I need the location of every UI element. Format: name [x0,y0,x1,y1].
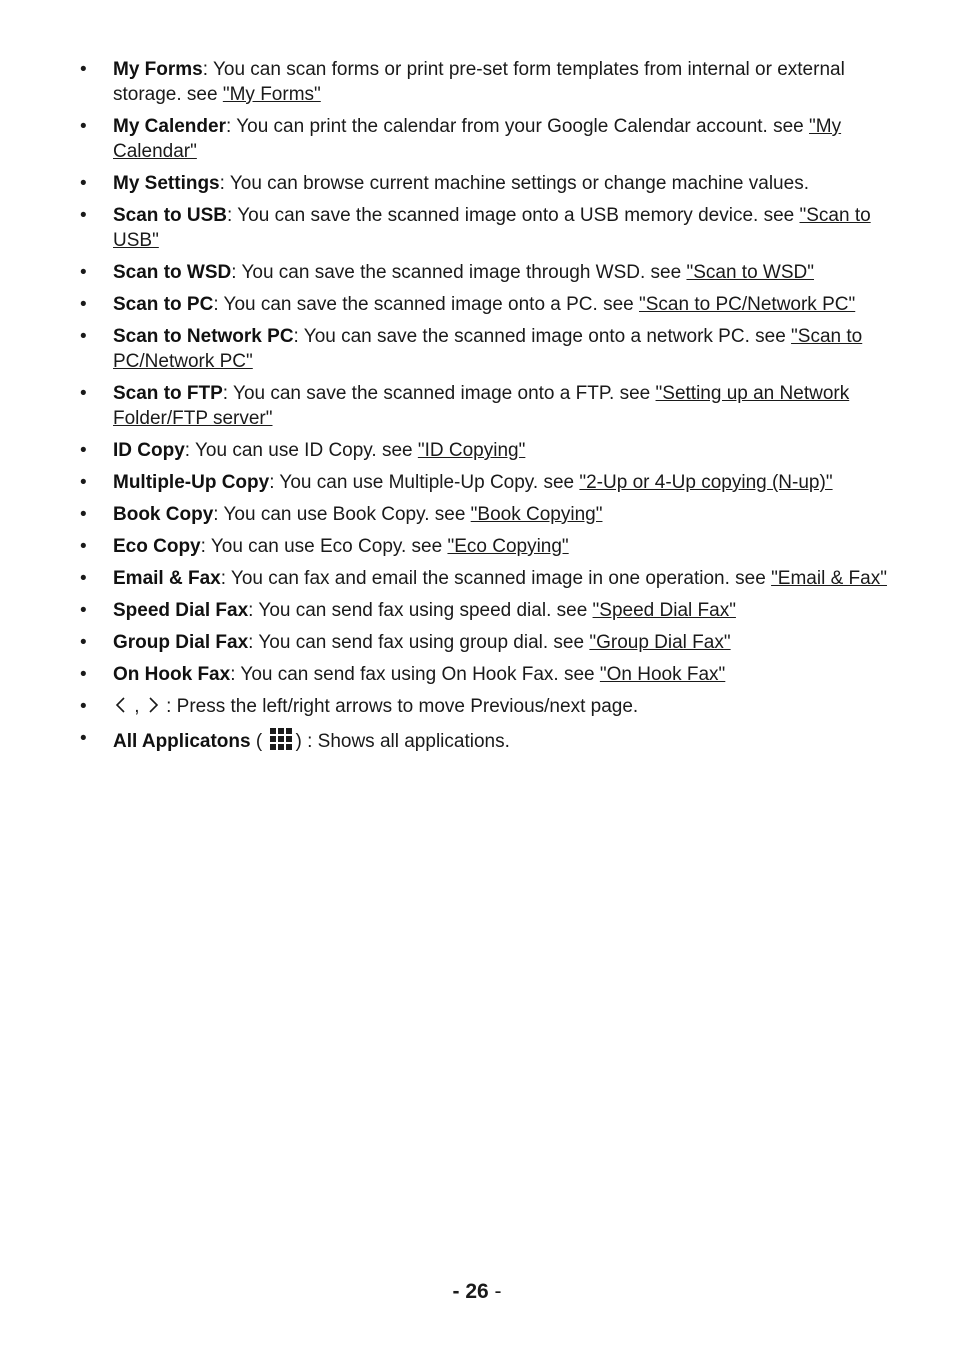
list-item [78,57,898,107]
see-also-link[interactable]: "Scan to PC/Network PC" [639,294,856,315]
feature-description: : You can save the scanned image onto a PC. see [213,294,639,315]
feature-term: My Calender [113,116,226,137]
see-also-link[interactable]: "Group Dial Fax" [589,632,731,653]
list-item [78,630,898,655]
feature-description: : You can scan forms or print pre-set form templates from internal or external storage. see [113,59,845,105]
feature-description: : You can print the calendar from your Google Calendar account. see [225,116,810,137]
feature-description: : You can save the scanned image onto a USB memory device. see [227,205,800,226]
list-item [78,470,898,495]
see-also-link[interactable]: "ID Copying" [417,440,526,461]
see-also-link[interactable]: "Scan to USB" [113,205,871,251]
feature-term: My Settings [113,173,220,194]
feature-term: Speed Dial Fax [113,600,249,621]
feature-description: : You can use ID Copy. see [184,440,418,461]
page-number-prefix: - [452,1280,466,1303]
feature-term: ID Copy [113,440,185,461]
list-item [78,502,898,527]
arrows-description: : Press the left/right arrows to move Previous/next page. [160,696,639,717]
see-also-link[interactable]: "Eco Copying" [447,536,569,557]
feature-term: All Applicatons [113,731,251,752]
feature-term: Scan to FTP [113,383,223,404]
feature-description: : You can use Eco Copy. see [200,536,448,557]
feature-description: : You can save the scanned image onto a FTP. see [222,383,656,404]
see-also-link[interactable]: "My Forms" [222,84,321,105]
feature-term: Scan to Network PC [113,326,294,347]
list-item [78,114,898,164]
feature-term: Scan to PC [113,294,214,315]
feature-term: Group Dial Fax [113,632,249,653]
list-item-arrows [78,694,898,719]
list-item [78,324,898,374]
list-item [78,566,898,591]
chevron-left-icon [113,695,129,715]
chevron-right-icon [145,695,161,715]
see-also-link[interactable]: "My Calendar" [113,116,842,162]
list-item [78,438,898,463]
see-also-link[interactable]: "Speed Dial Fax" [592,600,736,621]
list-item [78,171,898,196]
see-also-link[interactable]: "Setting up an Network Folder/FTP server" [113,383,850,429]
see-also-link[interactable]: "Book Copying" [470,504,603,525]
arrow-separator: , [129,696,145,717]
page-number-value: 26 [465,1280,489,1303]
feature-description: : You can send fax using group dial. see [248,632,590,653]
feature-description: : You can fax and email the scanned image in one operation. see [220,568,772,589]
list-item [78,260,898,285]
feature-description: : You can save the scanned image onto a network PC. see [293,326,792,347]
feature-term: On Hook Fax [113,664,231,685]
list-item [78,662,898,687]
feature-term: My Forms [113,59,203,80]
feature-term: Email & Fax [113,568,221,589]
see-also-link[interactable]: "Email & Fax" [771,568,887,589]
page-number [0,1278,954,1306]
open-paren: ( [250,731,268,752]
list-item [78,534,898,559]
feature-description: : You can send fax using On Hook Fax. see [230,664,600,685]
page-number-suffix: - [488,1280,502,1303]
feature-description: : You can use Book Copy. see [213,504,471,525]
feature-term: Book Copy [113,504,214,525]
grid-icon [268,726,294,752]
list-item-all-apps [78,726,898,754]
list-item [78,598,898,623]
feature-description: : You can use Multiple-Up Copy. see [269,472,580,493]
see-also-link[interactable]: "On Hook Fax" [599,664,726,685]
list-item [78,292,898,317]
see-also-link[interactable]: "2-Up or 4-Up copying (N-up)" [579,472,833,493]
feature-description: : You can send fax using speed dial. see [248,600,593,621]
feature-term: Eco Copy [113,536,201,557]
see-also-link[interactable]: "Scan to WSD" [686,262,814,283]
list-item [78,203,898,253]
feature-term: Scan to USB [113,205,228,226]
feature-bullet-list [78,57,898,761]
apps-description: ) : Shows all applications. [295,731,510,752]
feature-term: Multiple-Up Copy [113,472,270,493]
list-item [78,381,898,431]
see-also-link[interactable]: "Scan to PC/Network PC" [113,326,863,372]
feature-description: : You can browse current machine settings or change machine values. [219,173,809,194]
feature-description: : You can save the scanned image through WSD. see [231,262,687,283]
feature-term: Scan to WSD [113,262,232,283]
